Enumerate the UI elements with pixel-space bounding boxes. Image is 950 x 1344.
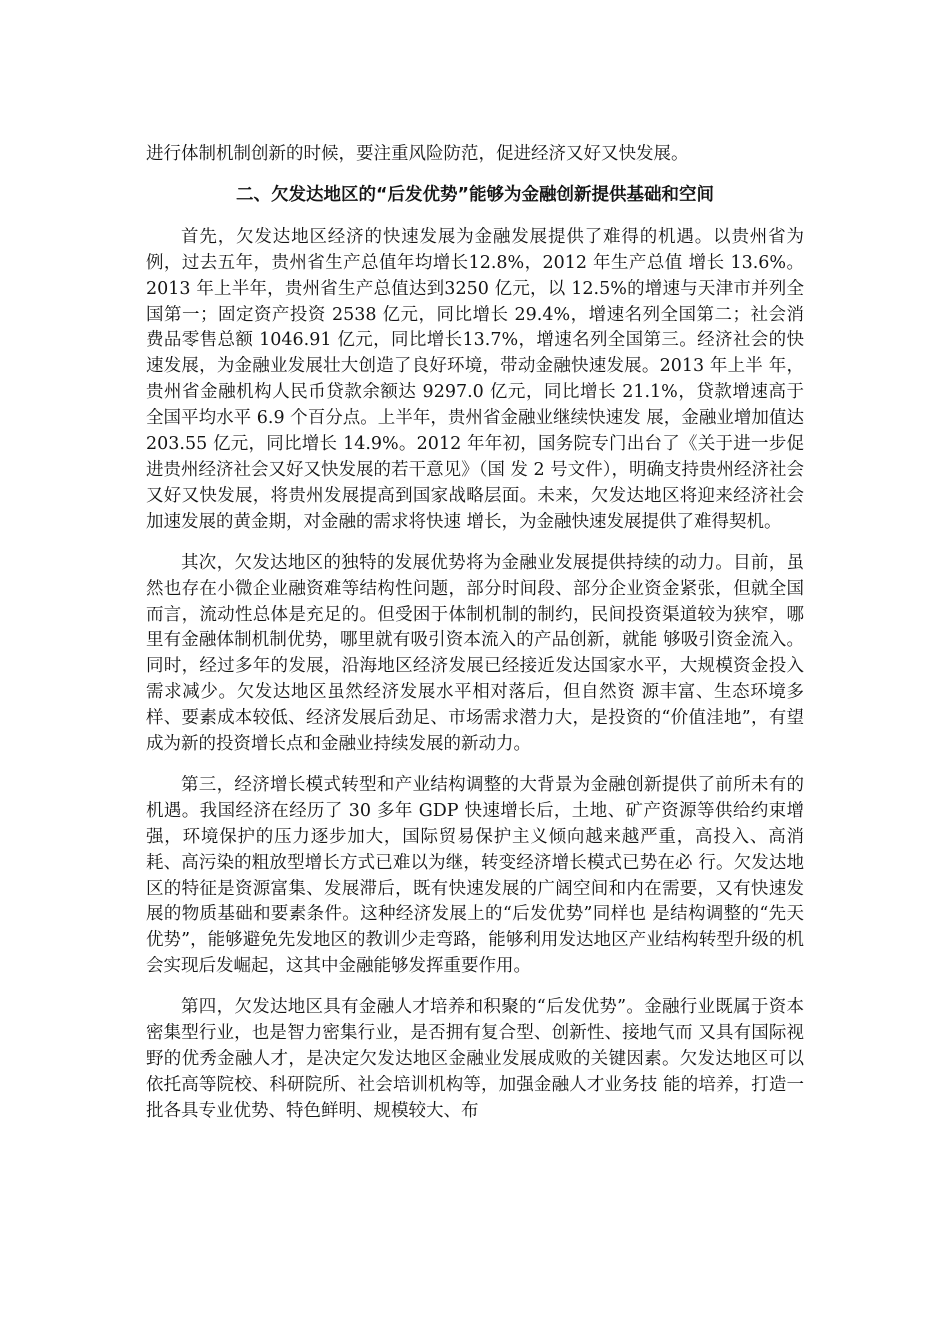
paragraph-first: 首先，欠发达地区经济的快速发展为金融发展提供了难得的机遇。以贵州省为例，过去五年，贵州省生产总值年均增长12.8%，2012 年生产总值 增长 13.6%。2013 年上半年，贵州省生产总值达到3250 亿元，以 12.5%的增速与天津市并列全国第一；固定资产投资 2538 亿元，同比增长 29.4%，增速名列全国第二；社会消费品零售总额 1046.91 亿元，同比增长13.7%，增速名列全国第三。经济社会的快速发展，为金融业发展壮大创造了良好环境，带动金融快速发展。2013 年上半 年，贵州省金融机构人民币贷款余额达 9297.0 亿元，同比增长 21.1%，贷款增速高于全国平均水平 6.9 个百分点。上半年，贵州省金融业继续快速发 展，金融业增加值达 203.55 亿元，同比增长 14.9%。2012 年年初，国务院专门出台了《关于进一步促进贵州经济社会又好又快发展的若干意见》（国 发 2 号文件），明确支持贵州经济社会又好又快发展，将贵州发展提高到国家战略层面。未来，欠发达地区将迎来经济社会加速发展的黄金期，对金融的需求将快速 增长，为金融快速发展提供了难得契机。 bbox=[146, 226, 804, 532]
paragraph-second: 其次，欠发达地区的独特的发展优势将为金融业发展提供持续的动力。目前，虽然也存在小微企业融资难等结构性问题，部分时间段、部分企业资金紧张，但就全国而言，流动性总体是充足的。但受困于体制机制的制约，民间投资渠道较为狭窄，哪里有金融体制机制优势，哪里就有吸引资本流入的产品创新，就能 够吸引资金流入。同时，经过多年的发展，沿海地区经济发展已经接近发达国家水平，大规模资金投入需求减少。欠发达地区虽然经济发展水平相对落后，但自然资 源丰富、生态环境多样、要素成本较低、经济发展后劲足、市场需求潜力大，是投资的“价值洼地”，有望成为新的投资增长点和金融业持续发展的新动力。 bbox=[146, 552, 804, 755]
opening-fragment: 进行体制机制创新的时候，要注重风险防范，促进经济又好又快发展。 bbox=[146, 144, 689, 164]
paragraph-fourth: 第四，欠发达地区具有金融人才培养和积聚的“后发优势”。金融行业既属于资本密集型行业，也是智力密集行业，是否拥有复合型、创新性、接地气而 又具有国际视野的优秀金融人才，是决定欠发达地区金融业发展成败的关键因素。欠发达地区可以依托高等院校、科研院所、社会培训机构等，加强金融人才业务技 能的培养，打造一批各具专业优势、特色鲜明、规模较大、布 bbox=[146, 997, 804, 1121]
paragraph-third: 第三，经济增长模式转型和产业结构调整的大背景为金融创新提供了前所未有的机遇。我国经济在经历了 30 多年 GDP 快速增长后，土地、矿产资源等供给约束增强，环境保护的压力逐步加大，国际贸易保护主义倾向越来越严重，高投入、高消耗、高污染的粗放型增长方式已难以为继，转变经济增长模式已势在必 行。欠发达地区的特征是资源富集、发展滞后，既有快速发展的广阔空间和内在需要，又有快速发展的物质基础和要素条件。这种经济发展上的“后发优势”同样也 是结构调整的“先天优势”，能够避免先发地区的教训少走弯路，能够利用发达地区产业结构转型升级的机会实现后发崛起，这其中金融能够发挥重要作用。 bbox=[146, 774, 804, 977]
document-page bbox=[146, 142, 804, 1125]
section-heading: 二、欠发达地区的“后发优势”能够为金融创新提供基础和空间 bbox=[235, 184, 714, 205]
